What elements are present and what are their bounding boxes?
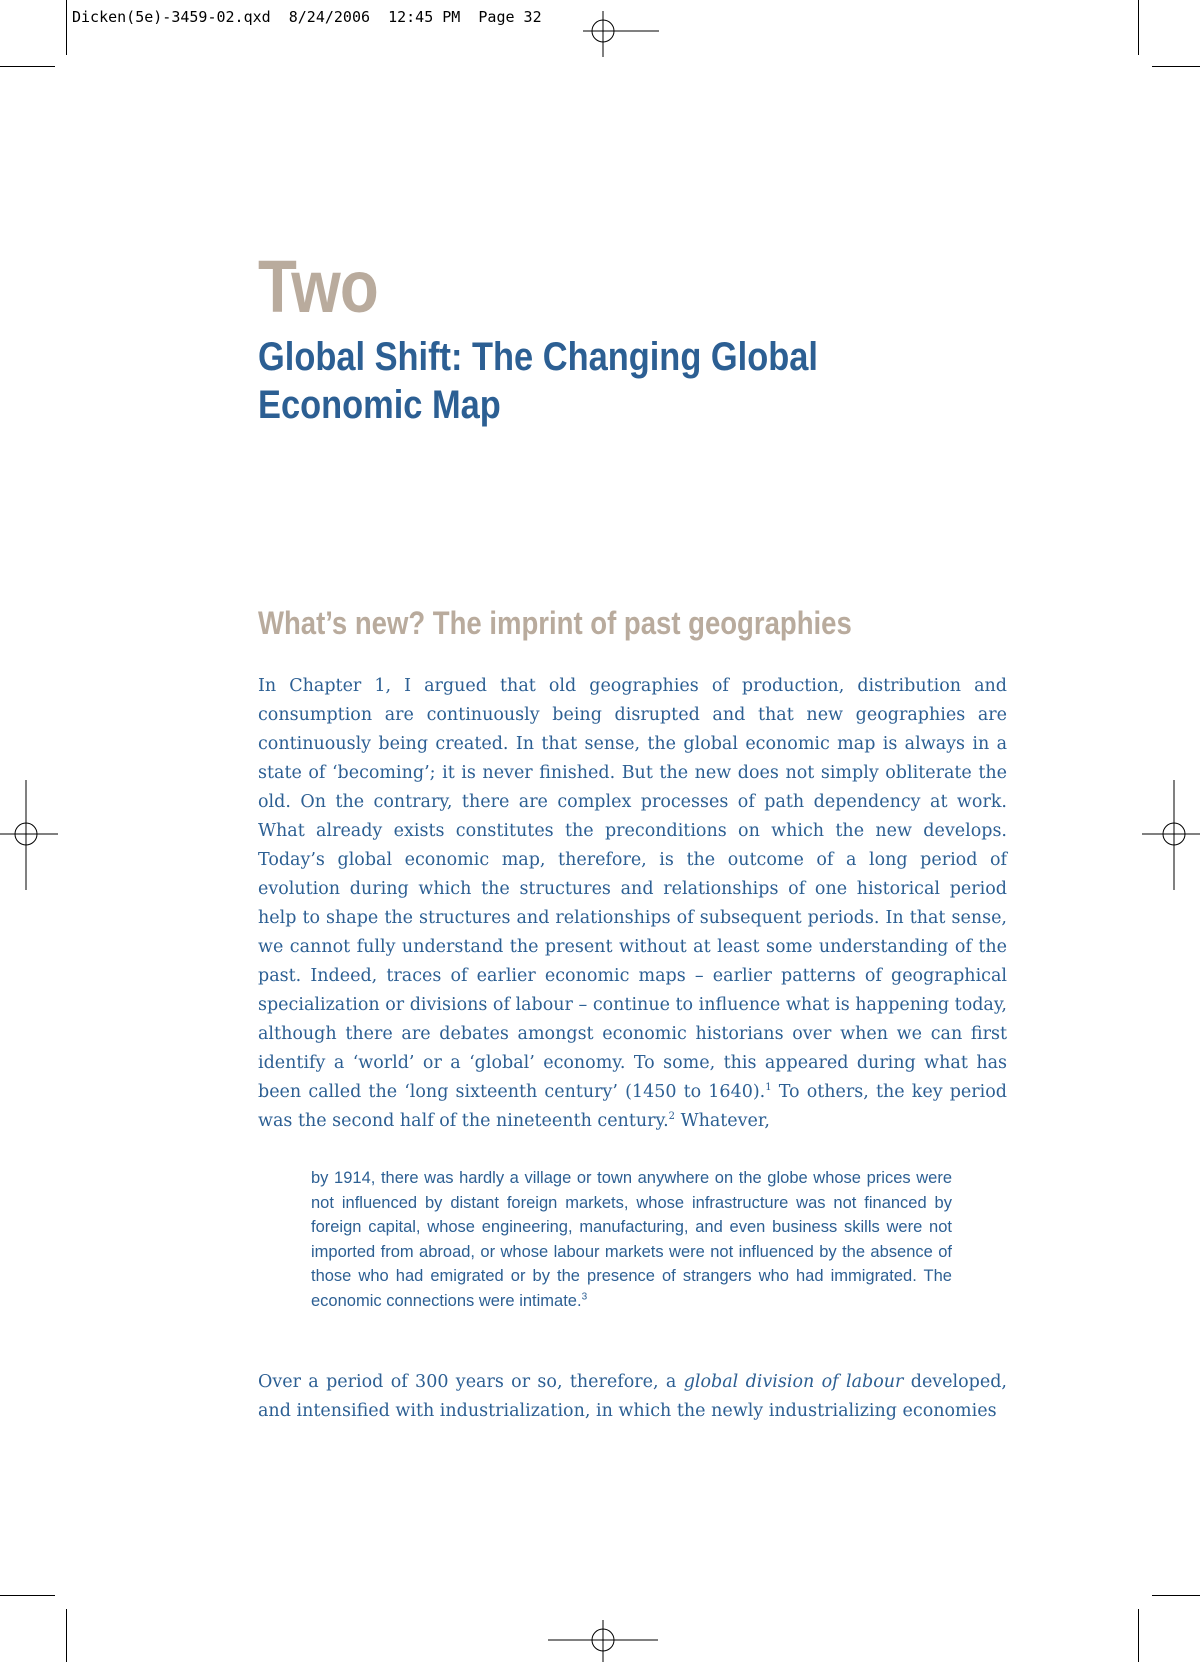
slug-time: 12:45 PM [388,8,461,26]
paragraph-1-text-c: Whatever, [675,1111,770,1131]
footnote-ref-3: 3 [581,1291,588,1303]
quote-text: by 1914, there was hardly a village or town anywhere on the globe whose prices were not influenced by distant foreign markets, whose infrastructure was not financed by foreign capital, whose engineering, manufacturing, and even business skills were not imported from abroad, or whose labour markets were not influenced by the absence of those who had emigrated or by the presence of strangers who had immigrated. The economic connections were intimate. [311,1169,952,1310]
block-quote [311,1166,952,1314]
slug-page: Page 32 [478,8,542,26]
chapter-title: Global Shift: The Changing Global Economic Map [258,335,818,427]
registration-mark-left [0,780,58,890]
registration-mark-right [1142,780,1200,890]
crop-mark-bottom-left-horizontal [0,1595,55,1596]
body-paragraph-2 [258,1368,1007,1426]
body-paragraph-1 [258,672,1007,1136]
footnote-ref-2: 2 [668,1111,676,1123]
paragraph-2-emphasis: global division of labour [683,1372,904,1392]
crop-mark-top-right-vertical [1138,0,1139,55]
paragraph-2-text-b: developed, and intensified with industrialization, in which the newly industrializing economies [258,1372,1007,1421]
crop-mark-top-left-horizontal [0,66,55,67]
crop-mark-bottom-right-vertical [1138,1609,1139,1662]
section-heading: What’s new? The imprint of past geographies [258,605,852,641]
registration-mark-bottom [548,1620,658,1662]
chapter-number: Two [258,245,378,328]
slug-file: Dicken(5e)-3459-02.qxd [72,8,271,26]
crop-mark-top-right-horizontal [1152,66,1200,67]
print-slug [72,8,542,26]
paragraph-1-text-b: To others, the key period was the second half of the nineteenth century. [258,1082,1007,1131]
paragraph-2-text-a: Over a period of 300 years or so, therefore, a [258,1372,684,1392]
crop-mark-bottom-left-vertical [66,1609,67,1662]
footnote-ref-1: 1 [765,1082,772,1094]
crop-mark-bottom-right-horizontal [1152,1595,1200,1596]
crop-mark-top-left-vertical [66,0,67,55]
paragraph-1-text-a: In Chapter 1, I argued that old geographies of production, distribution and consumption are continuously being disrupted and that new geographies are continuously being created. In that sense, the global economic map is always in a state of ‘becoming’; it is never finished. But the new does not simply obliterate the old. On the contrary, there are complex processes of path dependency at work. What already exists constitutes the preconditions on which the new develops. Today’s global economic map, therefore, is the outcome of a long period of evolution during which the structures and relationships of one historical period help to shape the structures and relationships of subsequent periods. In that sense, we cannot fully understand the present without at least some understanding of the past. Indeed, traces of earlier economic maps – earlier patterns of geographical specialization or divisions of labour – continue to influence what is happening today, although there are debates amongst economic historians over when we can first identify a ‘world’ or a ‘global’ economy. To some, this appeared during what has been called the ‘long sixteenth century’ (1450 to 1640). [258,676,1007,1102]
registration-mark-top [583,11,659,57]
slug-date: 8/24/2006 [288,8,371,26]
